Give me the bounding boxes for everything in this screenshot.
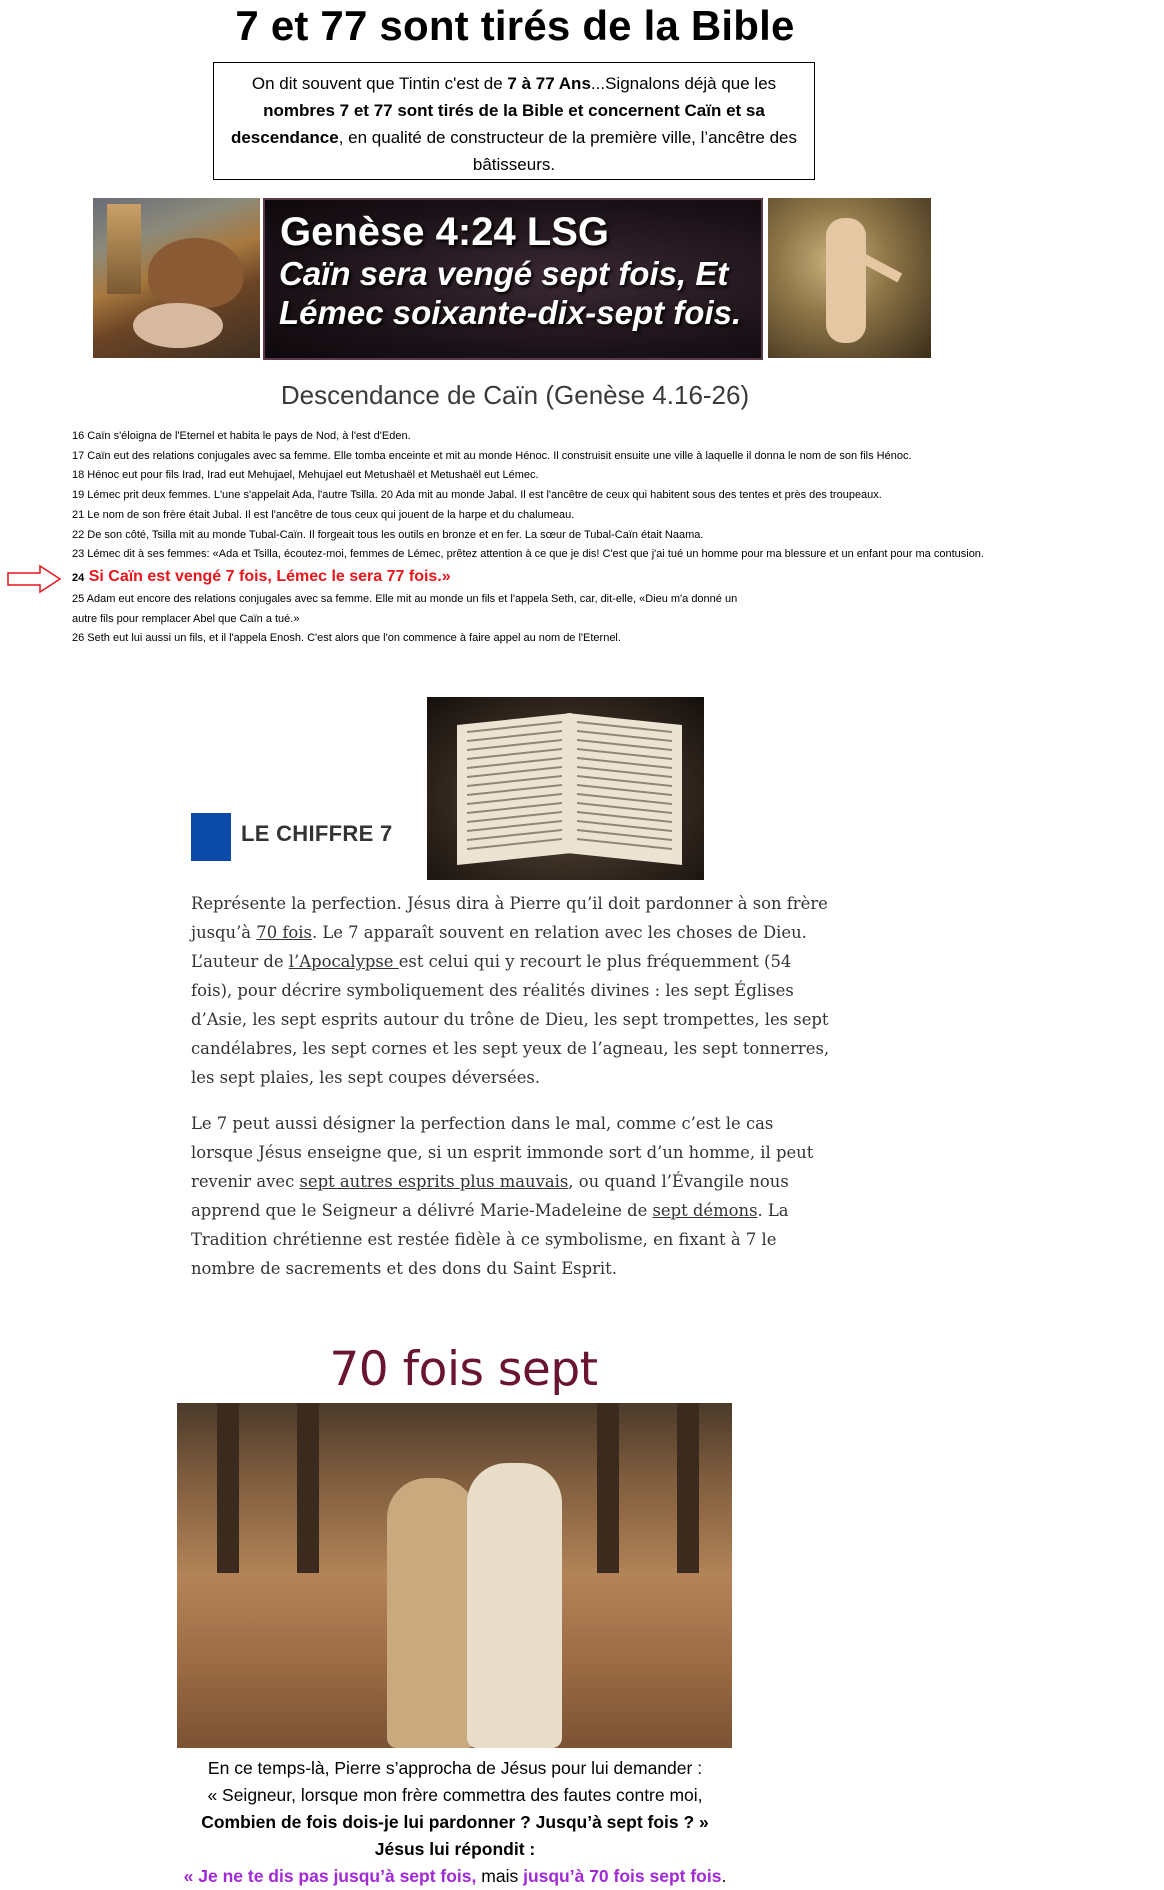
verse-24-text: Si Caïn est vengé 7 fois, Lémec le sera 77 fois.» <box>88 567 451 585</box>
intro-bold: 7 à 77 Ans <box>507 74 591 93</box>
paragraph-text: , ou quand l’Évangile nous apprend que le Seigneur a délivré Marie-Madeleine de <box>191 1172 789 1220</box>
quote-line: « Seigneur, lorsque mon frère commettra des fautes contre moi, <box>207 1785 703 1805</box>
verse-line: 18 Hénoc eut pour fils Irad, Irad eut Mehujael, Mehujael eut Metushaël et Metushaël eut Lémec. <box>72 469 539 482</box>
verse-number: 24 <box>72 571 85 584</box>
quote-answer-part: . <box>721 1866 727 1886</box>
section-marker <box>191 813 231 861</box>
quote-answer-part: jusqu’à 70 fois sept fois <box>523 1866 722 1886</box>
verse-line: autre fils pour remplacer Abel que Caïn a tué.» <box>72 612 300 625</box>
chiffre-heading: LE CHIFFRE 7 <box>241 821 393 846</box>
verse-line: 26 Seth eut lui aussi un fils, et il l'appela Enosh. C'est alors que l'on commence à faire appel au nom de l'Eternel. <box>72 632 621 645</box>
paragraph-text: est celui qui y recourt le plus fréquemment (54 fois), pour décrire symboliquement des réalités divines : les sept Églises d’Asie, les sept esprits autour du trône de Dieu, les sept trompettes, les sept candélabres, les sept cornes et les sept yeux de l’agneau, les sept tonnerres, les sept plaies, les sept coupes déversées. <box>191 952 830 1087</box>
banner-line: Caïn sera vengé sept fois, Et <box>279 255 729 292</box>
genesis-banner <box>263 198 763 360</box>
open-bible-image <box>427 697 704 880</box>
quote-line: En ce temps-là, Pierre s’approcha de Jésus pour lui demander : <box>207 1758 703 1778</box>
intro-box <box>213 62 815 180</box>
verse-list <box>72 427 1162 649</box>
banner-line: Lémec soixante-dix-sept fois. <box>279 294 742 331</box>
quote-answer <box>160 1863 750 1890</box>
descendance-title: Descendance de Caïn (Genèse 4.16-26) <box>280 380 750 410</box>
verse-line: 25 Adam eut encore des relations conjugales avec sa femme. Elle mit au monde un fils et l'appela Seth, car, dit-elle, «Dieu m'a donné un <box>72 592 738 605</box>
intro-text: ...Signalons déjà que les <box>590 74 777 93</box>
quote-answer-part: « Je ne te dis pas jusqu’à sept fois, <box>183 1866 477 1886</box>
verse-line: 22 De son côté, Tsilla mit au monde Tubal-Caïn. Il forgeait tous les outils en bronze et en fer. La sœur de Tubal-Caïn était Naama. <box>72 528 704 541</box>
verse-line: 23 Lémec dit à ses femmes: «Ada et Tsilla, écoutez-moi, femmes de Lémec, prêtez attention à ce que je dis! C'est que j'ai tué un homme pour ma blessure et un enfant pour ma contusion. <box>72 548 984 561</box>
paragraph-text: Le 7 peut aussi désigner la perfection dans le mal, comme c’est le cas lorsque Jésus enseigne que, si un esprit immonde sort d’un homme, il peut revenir avec <box>191 1114 814 1191</box>
quote-line: Jésus lui répondit : <box>374 1839 536 1859</box>
chiffre-paragraph-2 <box>191 1109 831 1283</box>
link-apocalypse[interactable]: l’Apocalypse <box>288 952 399 971</box>
chiffre-paragraph-1 <box>191 889 831 1092</box>
intro-text: , en qualité de constructeur de la première ville, l’ancêtre des bâtisseurs. <box>338 128 798 174</box>
cain-painting-image <box>93 198 260 358</box>
arrow-right-icon <box>6 564 62 594</box>
intro-text: On dit souvent que Tintin c'est de <box>251 74 508 93</box>
verse-line: 16 Caïn s'éloigna de l'Eternel et habita le pays de Nod, à l'est d'Eden. <box>72 430 411 442</box>
verse-line: 21 Le nom de son frère était Jubal. Il est l'ancêtre de tous ceux qui jouent de la harpe et du chalumeau. <box>72 508 575 521</box>
paragraph-text: . La Tradition chrétienne est restée fidèle à ce symbolisme, en fixant à 7 le nombre de sacrements et des dons du Saint Esprit. <box>191 1201 789 1278</box>
jesus-peter-image <box>177 1403 732 1748</box>
lemec-painting-image <box>768 198 931 358</box>
quote-answer-part: mais <box>476 1866 524 1886</box>
banner-reference: Genèse 4:24 LSG <box>280 210 610 254</box>
link-sept-esprits[interactable]: sept autres esprits plus mauvais <box>299 1172 569 1191</box>
page-title: 7 et 77 sont tirés de la Bible <box>235 2 795 49</box>
seventy-times-title: 70 fois sept <box>329 1342 598 1397</box>
link-70-fois[interactable]: 70 fois <box>256 923 312 942</box>
paragraph-text: . Le 7 apparaît souvent en relation avec les choses de Dieu. L’auteur de <box>191 923 807 971</box>
quote-line: Combien de fois dois-je lui pardonner ? Jusqu’à sept fois ? » <box>201 1812 709 1832</box>
link-sept-demons[interactable]: sept démons <box>652 1201 758 1220</box>
verse-line: 19 Lémec prit deux femmes. L'une s'appelait Ada, l'autre Tsilla. 20 Ada mit au monde Jabal. Il est l'ancêtre de ceux qui habitent sous des tentes et près des troupeaux. <box>72 489 882 502</box>
paragraph-text: Représente la perfection. Jésus dira à Pierre qu’il doit pardonner à son frère jusqu’à <box>191 894 828 942</box>
verse-24-highlight <box>72 565 1162 590</box>
verse-line: 17 Caïn eut des relations conjugales avec sa femme. Elle tomba enceinte et mit au monde Hénoc. Il construisit ensuite une ville à laquelle il donna le nom de son fils Hénoc. <box>72 449 912 462</box>
intro-bold: nombres 7 et 77 sont tirés de la Bible et concernent Caïn et sa descendance <box>230 101 765 147</box>
gospel-quote <box>160 1755 750 1890</box>
